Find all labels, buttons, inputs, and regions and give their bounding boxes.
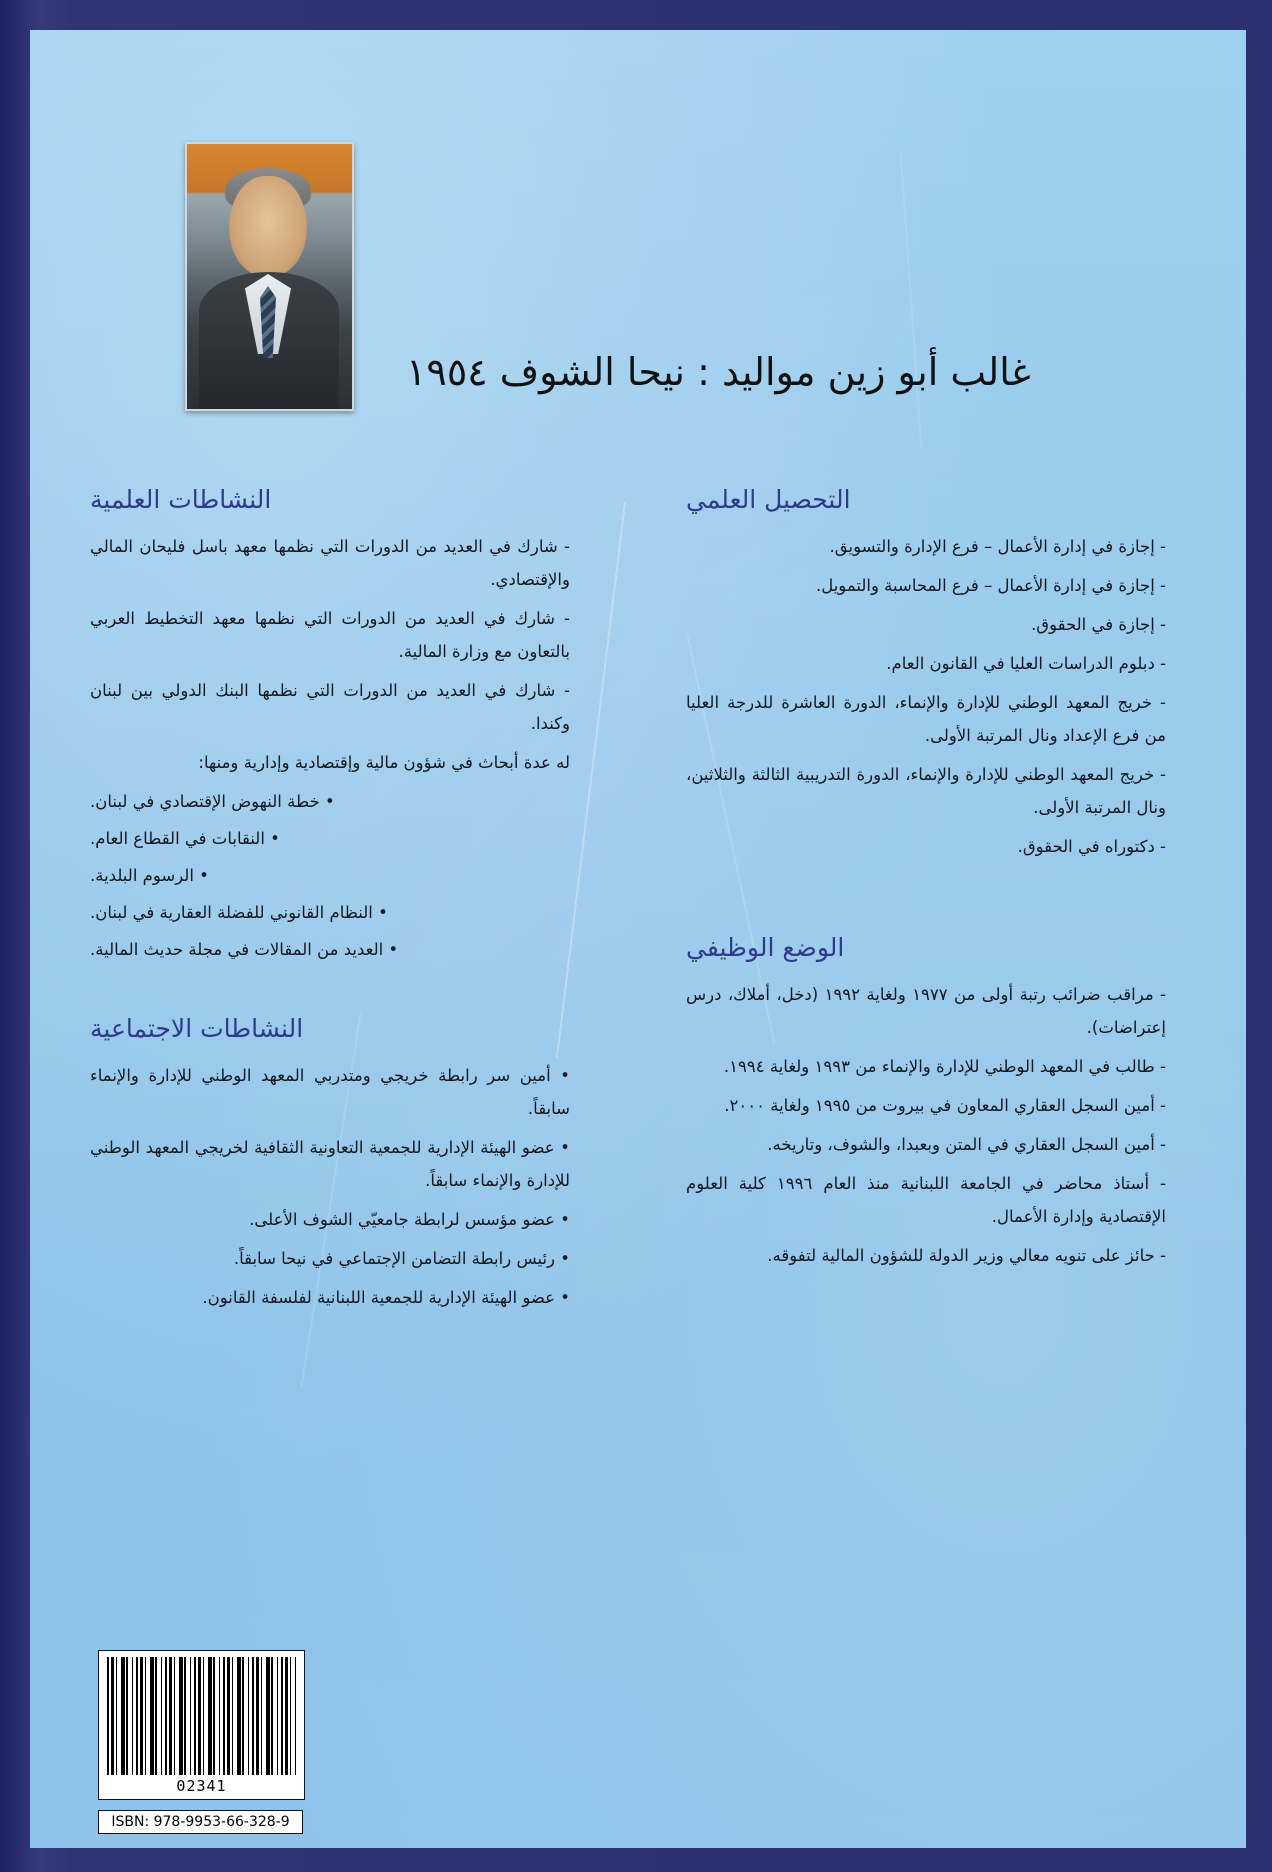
career-entry: - أستاذ محاضر في الجامعة اللبنانية منذ العام ١٩٩٦ كلية العلوم الإقتصادية وإدارة الأعمال.	[686, 1174, 1166, 1226]
career-entry: - مراقب ضرائب رتبة أولى من ١٩٧٧ ولغاية ١٩٩٢ (دخل، أملاك، درس إعتراضات).	[686, 985, 1166, 1037]
section-heading-career: الوضع الوظيفي	[686, 933, 845, 962]
column-left	[90, 485, 570, 1344]
social-entry: • عضو الهيئة الإدارية للجمعية التعاونية الثقافية لخريجي المعهد الوطني للإدارة والإنماء سابقاً.	[90, 1138, 570, 1190]
section-heading-education: التحصيل العلمي	[686, 485, 851, 514]
education-entry: - دبلوم الدراسات العليا في القانون العام.	[886, 654, 1166, 673]
section-social-activities	[90, 1014, 570, 1314]
education-entry: - خريج المعهد الوطني للإدارة والإنماء، الدورة العاشرة للدرجة العليا من فرع الإعداد ونال المرتبة الأولى.	[686, 693, 1166, 745]
author-title-line: غالب أبو زين مواليد : نيحا الشوف ١٩٥٤	[406, 350, 1031, 394]
scientific-bullet: • النقابات في القطاع العام.	[90, 829, 280, 848]
section-heading-social: النشاطات الاجتماعية	[90, 1014, 304, 1043]
social-entry: • أمين سر رابطة خريجي ومتدربي المعهد الوطني للإدارة والإنماء سابقاً.	[90, 1066, 570, 1118]
barcode	[98, 1650, 305, 1800]
education-entry: - دكتوراه في الحقوق.	[1017, 837, 1166, 856]
section-scientific-activities	[90, 485, 570, 966]
barcode-bars	[107, 1657, 296, 1775]
scientific-entry: - شارك في العديد من الدورات التي نظمها معهد باسل فليحان المالي والإقتصادي.	[90, 537, 570, 589]
career-entry: - حائز على تنويه معالي وزير الدولة للشؤون المالية لتفوقه.	[767, 1246, 1166, 1265]
column-right	[686, 485, 1166, 1344]
education-entry: - إجازة في إدارة الأعمال – فرع الإدارة والتسويق.	[829, 537, 1166, 556]
isbn-label: ISBN: 978-9953-66-328-9	[98, 1810, 303, 1834]
social-entry: • عضو الهيئة الإدارية للجمعية اللبنانية لفلسفة القانون.	[202, 1288, 570, 1307]
education-entry: - خريج المعهد الوطني للإدارة والإنماء، الدورة التدريبية الثالثة والثلاثين، ونال المرتبة الأولى.	[686, 765, 1166, 817]
career-entry: - طالب في المعهد الوطني للإدارة والإنماء من ١٩٩٣ ولغاية ١٩٩٤.	[723, 1057, 1166, 1076]
content-columns	[30, 485, 1246, 1344]
scientific-bullet: • الرسوم البلدية.	[90, 866, 209, 885]
back-cover-page	[30, 30, 1246, 1848]
scientific-entry: - شارك في العديد من الدورات التي نظمها معهد التخطيط العربي بالتعاون مع وزارة المالية.	[90, 609, 570, 661]
education-entry: - إجازة في الحقوق.	[1031, 615, 1166, 634]
scientific-bullet: • النظام القانوني للفضلة العقارية في لبنان.	[90, 903, 388, 922]
career-entry: - أمين السجل العقاري في المتن وبعبدا، والشوف، وتاريخه.	[767, 1135, 1166, 1154]
education-entry: - إجازة في إدارة الأعمال – فرع المحاسبة والتمويل.	[815, 576, 1166, 595]
social-entry: • عضو مؤسس لرابطة جامعيّي الشوف الأعلى.	[249, 1210, 570, 1229]
scientific-bullet: • العديد من المقالات في مجلة حديث المالية.	[90, 940, 399, 959]
scientific-lead-in: له عدة أبحاث في شؤون مالية وإقتصادية وإدارية ومنها:	[198, 753, 570, 772]
career-entry: - أمين السجل العقاري المعاون في بيروت من ١٩٩٥ ولغاية ٢٠٠٠.	[724, 1096, 1166, 1115]
scientific-bullet: • خطة النهوض الإقتصادي في لبنان.	[90, 792, 335, 811]
section-heading-scientific: النشاطات العلمية	[90, 485, 272, 514]
portrait-head	[229, 176, 307, 276]
barcode-number: 02341	[176, 1777, 227, 1795]
social-entry: • رئيس رابطة التضامن الإجتماعي في نيحا سابقاً.	[233, 1249, 570, 1268]
author-portrait-photo	[185, 142, 354, 411]
scientific-entry: - شارك في العديد من الدورات التي نظمها البنك الدولي بين لبنان وكندا.	[90, 681, 570, 733]
section-career	[686, 933, 1166, 1272]
paper-crease	[900, 150, 923, 449]
section-education	[686, 485, 1166, 863]
